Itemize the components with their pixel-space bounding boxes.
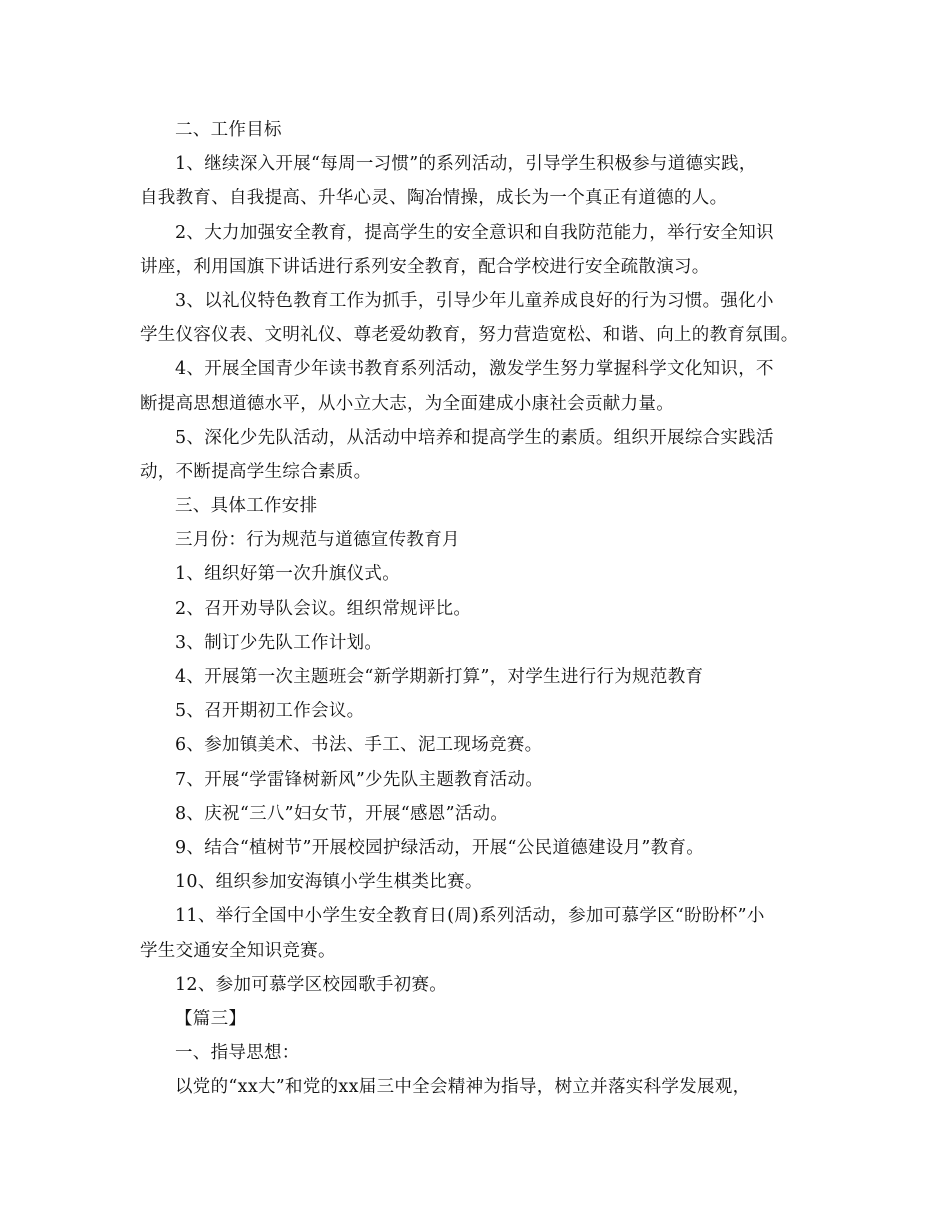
list-item: 12、参加可慕学区校园歌手初赛。 xyxy=(175,974,448,995)
paragraph-line: 5、深化少先队活动，从活动中培养和提高学生的素质。组织开展综合实践活 xyxy=(175,427,774,448)
section-heading-work-arrangement: 三、具体工作安排 xyxy=(175,496,318,517)
paragraph-line: 1、继续深入开展“每周一习惯”的系列活动，引导学生积极参与道德实践， xyxy=(175,154,757,175)
section-heading-work-goals: 二、工作目标 xyxy=(175,120,282,140)
section-marker-part-three: 【篇三】 xyxy=(175,1008,247,1029)
paragraph-line: 2、大力加强安全教育，提高学生的安全意识和自我防范能力，举行安全知识 xyxy=(175,222,774,243)
list-item: 11、举行全国中小学生安全教育日(周)系列活动，参加可慕学区“盼盼杯”小 xyxy=(175,906,765,927)
list-item: 2、召开劝导队会议。组织常规评比。 xyxy=(175,598,472,619)
month-heading-march: 三月份：行为规范与道德宣传教育月 xyxy=(175,530,460,551)
paragraph-line: 以党的“xx大”和党的xx届三中全会精神为指导，树立并落实科学发展观， xyxy=(175,1077,751,1098)
list-item: 4、开展第一次主题班会“新学期新打算”，对学生进行行为规范教育 xyxy=(175,667,704,687)
paragraph-line: 3、以礼仪特色教育工作为抓手，引导少年儿童养成良好的行为习惯。强化小 xyxy=(175,290,774,311)
paragraph-line: 动，不断提高学生综合素质。 xyxy=(140,461,372,482)
paragraph-line: 学生仪容仪表、文明礼仪、尊老爱幼教育，努力营造宽松、和谐、向上的教育氛围。 xyxy=(140,325,799,346)
document-body xyxy=(140,113,820,1104)
list-item: 3、制订少先队工作计划。 xyxy=(175,632,383,653)
list-item: 7、开展“学雷锋树新风”少先队主题教育活动。 xyxy=(175,769,544,790)
list-item: 8、庆祝“三八”妇女节，开展“感恩”活动。 xyxy=(175,803,509,824)
paragraph-line: 断提高思想道德水平，从小立大志，为全面建成小康社会贡献力量。 xyxy=(140,393,674,414)
section-heading-guiding-ideology: 一、指导思想： xyxy=(175,1043,300,1064)
list-item: 1、组织好第一次升旗仪式。 xyxy=(175,564,401,585)
paragraph-line: 自我教育、自我提高、升华心灵、陶冶情操，成长为一个真正有道德的人。 xyxy=(140,188,728,209)
list-item: 5、召开期初工作会议。 xyxy=(175,701,365,722)
list-item-continuation: 学生交通安全知识竞赛。 xyxy=(140,940,336,961)
list-item: 10、组织参加安海镇小学生棋类比赛。 xyxy=(175,872,483,893)
list-item: 6、参加镇美术、书法、手工、泥工现场竞赛。 xyxy=(175,735,543,756)
list-item: 9、结合“植树节”开展校园护绿活动，开展“公民道德建设月”教育。 xyxy=(175,837,705,858)
paragraph-line: 讲座，利用国旗下讲话进行系列安全教育，配合学校进行安全疏散演习。 xyxy=(140,256,710,277)
paragraph-line: 4、开展全国青少年读书教育系列活动，激发学生努力掌握科学文化知识，不 xyxy=(175,359,774,380)
